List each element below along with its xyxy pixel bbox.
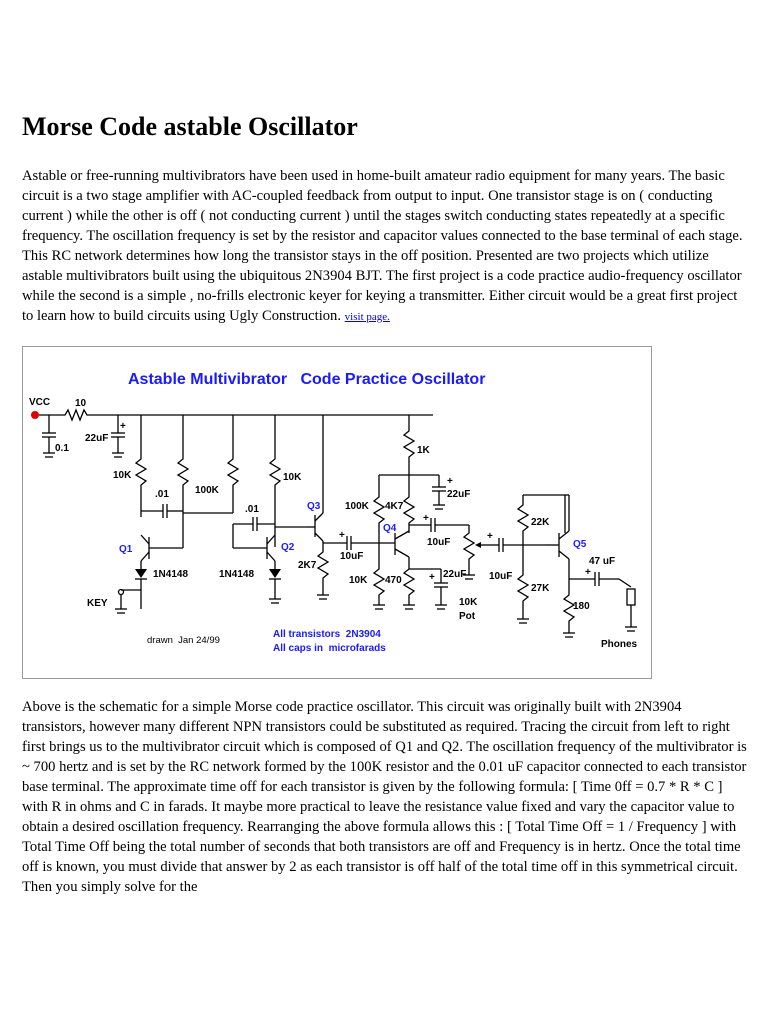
- r10k-b-label: 10K: [283, 472, 302, 483]
- phones-jack-icon: [627, 589, 635, 605]
- drawn-date: drawn Jan 24/99: [147, 635, 220, 646]
- r180: [564, 559, 574, 633]
- r22k: [518, 495, 528, 545]
- plus-sign-c: +: [447, 476, 453, 487]
- plus-sign-b: +: [339, 530, 345, 541]
- r100k-pot-b: [228, 415, 238, 513]
- q3-label: Q3: [307, 501, 321, 512]
- r-supply-label: 10: [75, 398, 87, 409]
- r470: [404, 557, 414, 605]
- plus-sign-g: +: [585, 567, 591, 578]
- visit-page-link[interactable]: visit page.: [344, 311, 390, 323]
- note-transistors: All transistors 2N3904: [273, 629, 381, 640]
- vcc-terminal: [31, 411, 39, 419]
- r27k: [518, 545, 528, 619]
- c10uf-b-label: 10uF: [427, 537, 451, 548]
- r100k-pot-a: [178, 415, 188, 513]
- pot-10k-label: 10K: [459, 597, 478, 608]
- r10k-c: [374, 543, 384, 605]
- r4k7-label: 4K7: [385, 501, 404, 512]
- q2-label: Q2: [281, 542, 295, 553]
- q1-label: Q1: [119, 544, 133, 555]
- plus-sign: +: [120, 421, 126, 432]
- d2-label: 1N4148: [219, 569, 255, 580]
- key-label: KEY: [87, 598, 108, 609]
- r10k-a-label: 10K: [113, 470, 132, 481]
- intro-paragraph: [22, 166, 748, 327]
- q5-label: Q5: [573, 539, 587, 550]
- schematic-drawing: [23, 347, 651, 678]
- r180-label: 180: [573, 601, 590, 612]
- c22uf-c-label: 22uF: [443, 569, 467, 580]
- r2k7-label: 2K7: [298, 560, 317, 571]
- c22uf-b-label: 22uF: [447, 489, 471, 500]
- pot-10k: [464, 525, 474, 575]
- vcc-label: VCC: [29, 397, 51, 408]
- d1-label: 1N4148: [153, 569, 189, 580]
- plus-sign-e: +: [423, 513, 429, 524]
- c10uf-c-label: 10uF: [489, 571, 513, 582]
- r10k-a: [136, 415, 146, 517]
- schematic-title: Astable Multivibrator Code Practice Oscillator: [128, 371, 486, 388]
- r4k7: [404, 475, 414, 533]
- c-supply-big-label: 22uF: [85, 433, 109, 444]
- c47uf-label: 47 uF: [589, 556, 616, 567]
- r22k-label: 22K: [531, 517, 550, 528]
- plus-sign-d: +: [429, 572, 435, 583]
- r100k-b-label: 100K: [345, 501, 369, 512]
- c-supply-small-label: 0.1: [55, 443, 69, 454]
- q4-label: Q4: [383, 523, 397, 534]
- plus-sign-f: +: [487, 531, 493, 542]
- r1k: [404, 415, 414, 475]
- phones-label: Phones: [601, 639, 638, 650]
- page-title: Morse Code astable Oscillator: [22, 112, 358, 141]
- body-paragraph: Above is the schematic for a simple Morse code practice oscillator. This circuit was originally built with 2N3904 transistors, however many different NPN transistors could be substituted as required. Tracing the circuit from left to right first brings us to the multivibrator circuit which is composed of Q1 and Q2. The oscillation frequency of the multivibrator is ~ 700 hertz and is set by the RC network formed by the 100K resistor and the 0.01 uF capacitor connected to each transistor base terminal. The approximate time off for each transistor is given by the following formula: [ Time 0ff = 0.7 * R * C ] with R in ohms and C in farads. It maybe more practical to leave the resistance value fixed and vary the capacitor value to obtain a desired oscillation frequency. Rearranging the above formula allows this : [ Total Time Off = 1 / Frequency ] with Total Time Off being the total number of seconds that both transistors are off and Frequency is in hertz. Once the total time off is known, you must divide that answer by 2 as each transistor is off half of the total time off in this symmetrical circuit. Then you simply solve for the: [22, 699, 747, 895]
- c10uf-a-label: 10uF: [340, 551, 364, 562]
- r100k-pot-label: 100K: [195, 485, 219, 496]
- schematic-figure: [22, 346, 652, 679]
- r2k7: [318, 541, 328, 595]
- r27k-label: 27K: [531, 583, 550, 594]
- r1k-label: 1K: [417, 445, 430, 456]
- pot-label: Pot: [459, 611, 476, 622]
- r10k-c-label: 10K: [349, 575, 368, 586]
- supply-rail: [39, 410, 433, 420]
- cap01-b-label: .01: [245, 504, 259, 515]
- note-caps: All caps in microfarads: [273, 643, 386, 654]
- cap01-a-label: .01: [155, 489, 169, 500]
- intro-text: Astable or free-running multivibrators have been used in home-built amateur radio equipment for many years. The basic circuit is a two stage amplifier with AC-coupled feedback from output to input. One transistor stage is on ( conducting current ) while the other is off ( not conducting current ) until the stages switch conducting states repeatedly at a specific frequency. The oscillation frequency is set by the resistor and capacitor values connected to the base terminal of each stage. This RC network determines how long the transistor stays in the off position. Presented are two projects which utilize astable multivibrators built using the ubiquitous 2N3904 BJT. The first project is a code practice audio-frequency oscillator while the second is a simple , no-frills electronic keyer for keying a transmitter. Either circuit would be a great first project to learn how to build circuits using Ugly Construction.: [22, 168, 743, 324]
- r470-label: 470: [385, 575, 402, 586]
